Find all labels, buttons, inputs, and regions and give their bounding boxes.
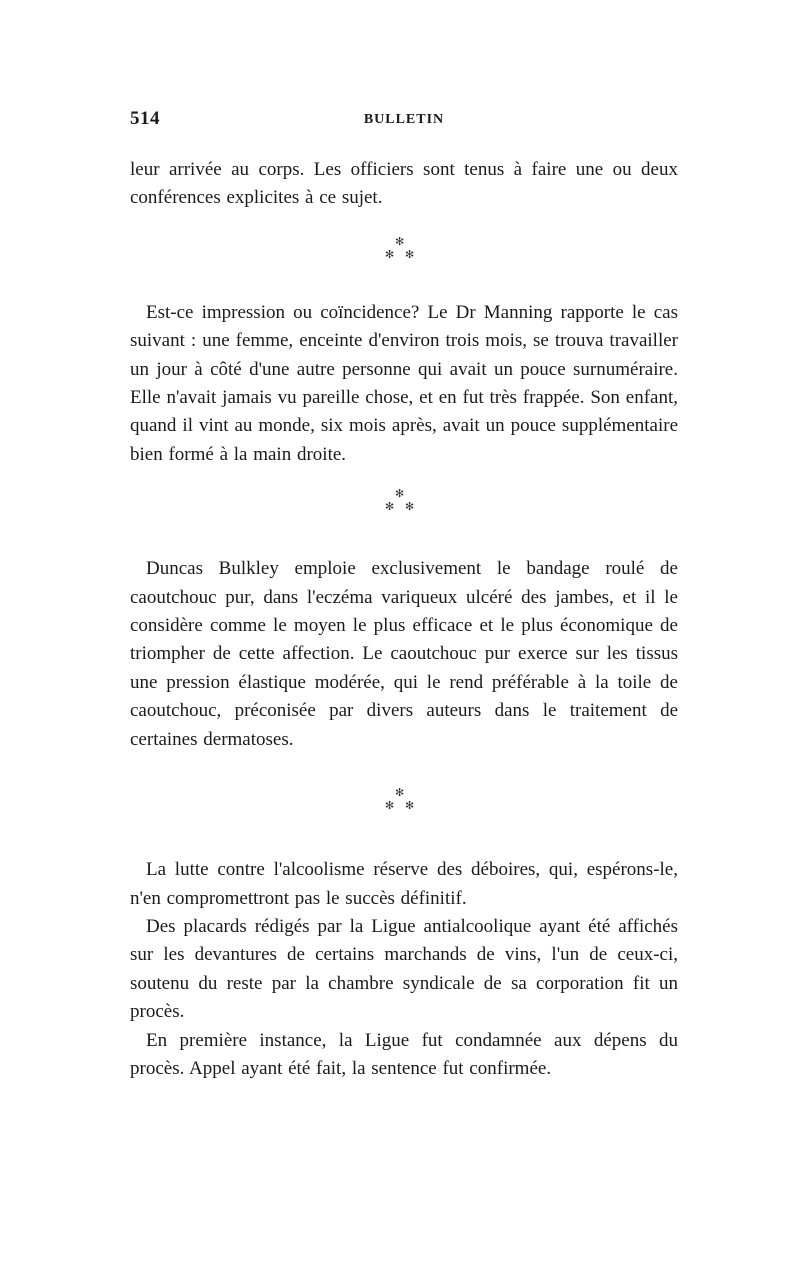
asterism-star-icon: ✻ — [385, 800, 395, 813]
paragraph-3: Duncas Bulkley emploie exclusivement le bandage roulé de caoutchouc pur, dans l'eczéma variqueux ulcéré des jambes, et il le considère comme le moyen le plus efficace et le plus économique de triompher de cette affection. Le caoutchouc pur exerce sur les tissus une pression élastique modérée, qui le rend préférable à la toile de caoutchouc, préconisée par divers auteurs dans le traitement de certaines dermatoses. — [130, 558, 678, 750]
paragraph-4: La lutte contre l'alcoolisme réserve des déboires, qui, espérons-le, n'en compromettront pas le succès définitif. — [130, 859, 678, 909]
running-title: BULLETIN — [363, 112, 445, 127]
asterism-star-icon: ✻ — [395, 488, 405, 501]
paragraph-5: Des placards rédigés par la Ligue antialcoolique ayant été affichés sur les devantures de certains marchands de vins, l'un de ceux-ci, soutenu du reste par la chambre syndicale de sa corporation fit un procès. — [130, 915, 678, 1023]
paragraph-6: En première instance, la Ligue fut condamnée aux dépens du procès. Appel ayant été fait, la sentence fut confirmée. — [130, 1029, 678, 1079]
section-asterism-1 — [382, 237, 422, 277]
page-number: 514 — [130, 108, 160, 129]
asterism-star-icon: ✻ — [405, 800, 415, 813]
asterism-star-icon: ✻ — [405, 501, 415, 514]
document-page — [130, 100, 678, 1083]
asterism-star-icon: ✻ — [385, 501, 395, 514]
section-asterism-3 — [382, 788, 422, 828]
paragraph-2: Est-ce impression ou coïncidence? Le Dr Manning rapporte le cas suivant : une femme, enceinte d'environ trois mois, se trouva travailler un jour à côté d'une autre personne qui avait un pouce surnuméraire. Elle n'avait jamais vu pareille chose, et en fut très frappée. Son enfant, quand il vint au monde, six mois après, avait un pouce supplémentaire bien formé à la main droite. — [130, 301, 678, 465]
asterism-star-icon: ✻ — [405, 248, 415, 261]
paragraph-1: leur arrivée au corps. Les officiers sont tenus à faire une ou deux conférences explicites à ce sujet. — [130, 159, 678, 209]
asterism-star-icon: ✻ — [395, 787, 405, 800]
page-header — [130, 100, 678, 140]
asterism-star-icon: ✻ — [385, 248, 395, 261]
asterism-star-icon: ✻ — [395, 235, 405, 248]
section-asterism-2 — [382, 489, 422, 529]
